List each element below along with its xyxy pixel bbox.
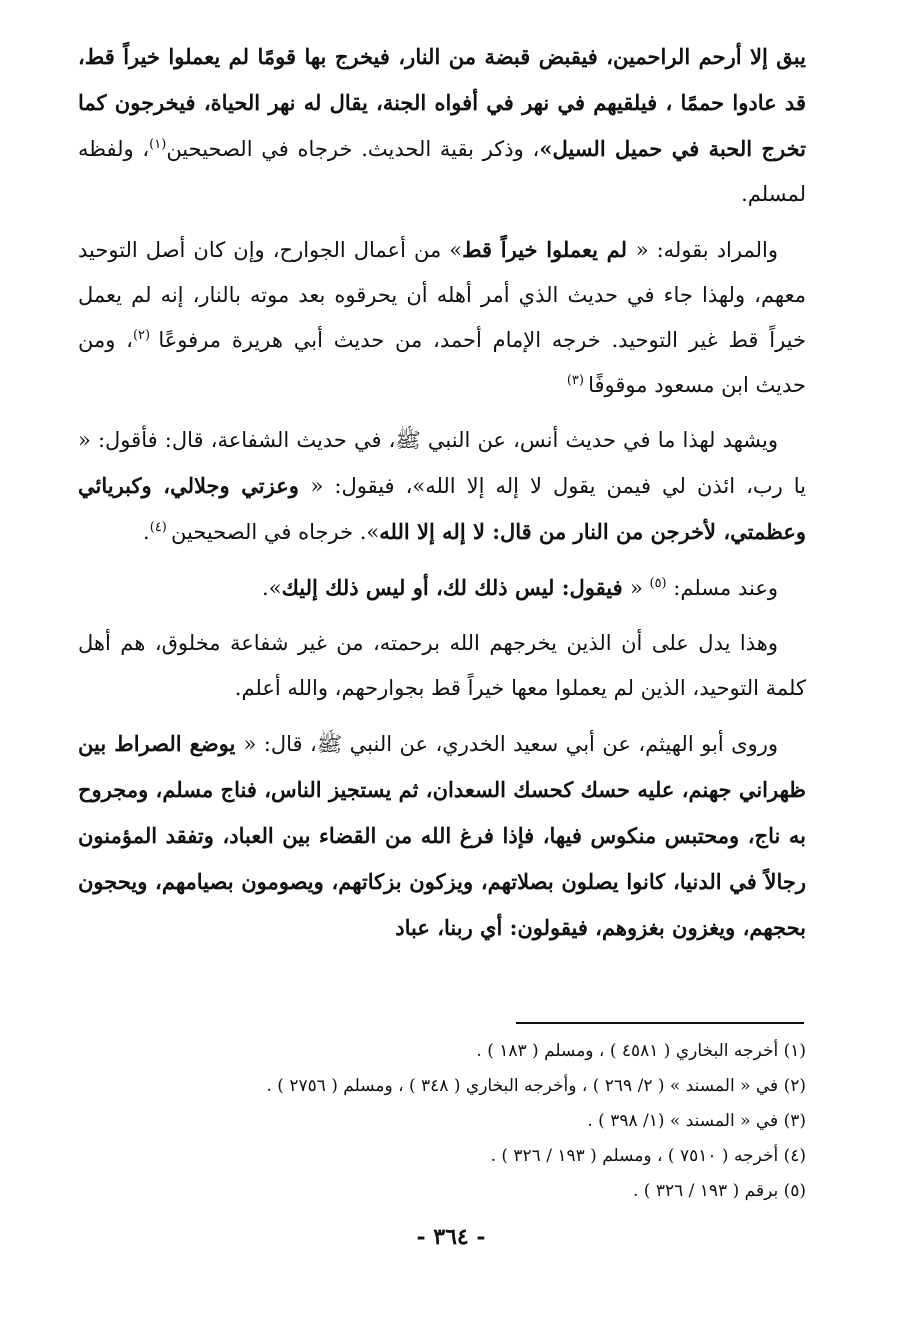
commentary-text: . — [143, 520, 150, 544]
footnote-2: (٢) في « المسند » ( ٢/ ٢٦٩ ) ، وأخرجه البخاري ( ٣٤٨ ) ، ومسلم ( ٢٧٥٦ ) . — [266, 1076, 806, 1096]
commentary-text: ، ولفظه لمسلم. — [78, 137, 806, 206]
commentary-text: « — [629, 576, 650, 600]
footnote-ref: (٤) — [149, 520, 172, 535]
paragraph-2 — [78, 227, 806, 408]
footnote-3: (٣) في « المسند » (١/ ٣٩٨ ) . — [587, 1111, 806, 1131]
commentary-text: ، ومن حديث ابن مسعود موقوفًا — [78, 328, 806, 397]
page-number: - ٣٦٤ - — [416, 1224, 486, 1250]
footnote-divider — [516, 1022, 804, 1024]
footnote-1: (١) أخرجه البخاري ( ٤٥٨١ ) ، ومسلم ( ١٨٣ ) . — [476, 1041, 806, 1061]
paragraph-4 — [78, 565, 806, 611]
hadith-quote: لم يعملوا خيراً قط — [462, 237, 636, 262]
commentary-text: والمراد بقوله: « — [635, 238, 778, 262]
footnote-ref: (١) — [149, 137, 167, 152]
hadith-quote: وعزتي وجلالي، وكبريائي وعظمتي، لأخرجن من النار من قال: لا إله إلا الله — [78, 473, 806, 544]
paragraph-1 — [78, 34, 806, 217]
paragraph-5: وهذا يدل على أن الذين يخرجهم الله برحمته، من غير شفاعة مخلوق، هم أهل كلمة التوحيد، الذين لم يعملوا معها خيراً قط بجوارحهم، والله أعلم. — [78, 631, 806, 700]
commentary-text: وعند مسلم: — [666, 576, 778, 600]
footnotes — [78, 1034, 806, 1209]
footnote-4: (٤) أخرجه ( ٧٥١٠ ) ، ومسلم ( ١٩٣ / ٣٢٦ ) . — [490, 1146, 806, 1166]
footnote-5: (٥) برقم ( ١٩٣ / ٣٢٦ ) . — [632, 1181, 806, 1201]
hadith-quote: فيقول: ليس ذلك لك، أو ليس ذلك إليك — [281, 575, 630, 600]
footnote-ref: (٥) — [649, 576, 667, 591]
commentary-text: ، وذكر بقية الحديث. خرجاه في الصحيحين — [166, 137, 540, 161]
commentary-text: » من أعمال الجوارح، وإن كان أصل التوحيد معهم، ولهذا جاء في حديث الذي أمر أهله أن يحرقوه بعد موته بالنار، إنه لم يعمل خيراً قط غير التوحيد. خرجه الإمام أحمد، من حديث أبي هريرة مرفوعًا — [78, 238, 806, 352]
paragraph-3 — [78, 418, 806, 555]
footnote-ref: (٢) — [132, 328, 159, 343]
commentary-text: ويشهد لهذا ما في حديث أنس، عن النبي ﷺ، في حديث الشفاعة، قال: فأقول: « يا رب، ائذن لي فيمن يقول لا إله إلا الله»، فيقول: « — [78, 428, 807, 498]
paragraph-6 — [78, 721, 806, 951]
footnote-ref: (٣) — [566, 373, 589, 388]
hadith-quote: يبق إلا أرحم الراحمين، فيقبض قبضة من النار، فيخرج بها قومًا لم يعملوا خيراً قط، قد عادوا حممًا ، فيلقيهم في نهر في أفواه الجنة، يقال له نهر الحياة، فيخرجون كما تخرج الحبة في حميل السيل» — [78, 44, 806, 161]
commentary-text: ». خرجاه في الصحيحين — [171, 520, 380, 544]
main-text — [78, 34, 806, 961]
hadith-quote: يوضع الصراط بين ظهراني جهنم، عليه حسك كحسك السعدان، ثم يستجيز الناس، فناج مسلم، ومجروح به ناج، ومحتبس منكوس فيها، فإذا فرغ الله من القضاء بين العباد، وتفقد المؤمنون رجالاً في الدنيا، كانوا يصلون بصلاتهم، ويزكون بزكاتهم، ويصومون بصيامهم، ويحجون بحجهم، ويغزون بغزوهم، فيقولون: أي ربنا، عباد — [78, 731, 806, 940]
commentary-text: ». — [262, 576, 282, 600]
commentary-text: وروى أبو الهيثم، عن أبي سعيد الخدري، عن النبي ﷺ، قال: « — [243, 732, 778, 756]
